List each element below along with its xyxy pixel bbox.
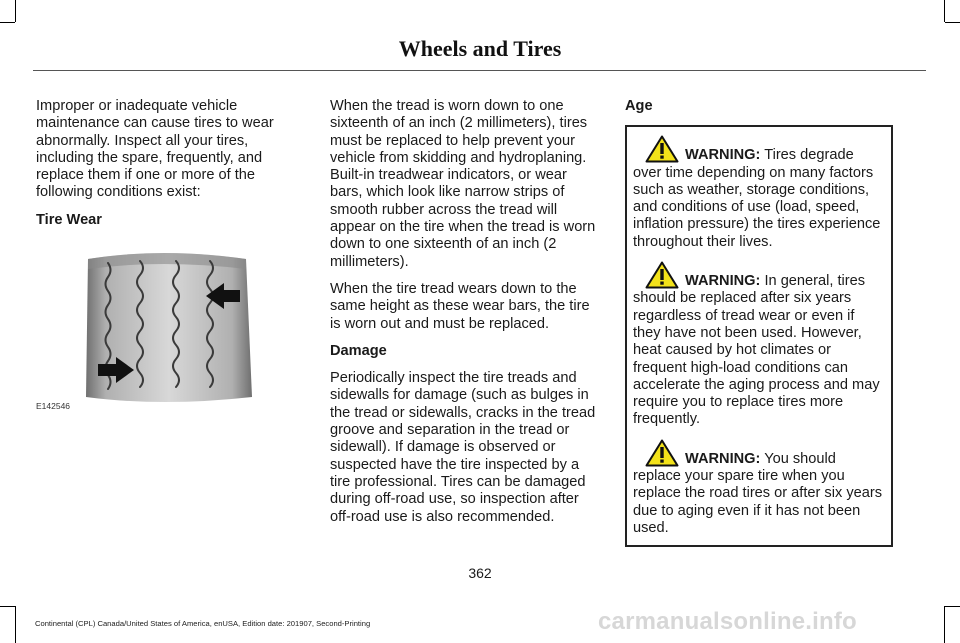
column-left: [36, 98, 292, 415]
warning-text: Tires degrade over time depending on many factors such as weather, storage conditions, and conditions of use (load, speed, inflation pressure) the tires experience throughout their lives.: [633, 147, 881, 250]
intro-paragraph: Improper or inadequate vehicle maintenance can cause tires to wear abnormally. Inspect all your tires, including the spare, frequently, and replace them if one or more of the following conditions exist:: [36, 98, 274, 201]
damage-paragraph: Periodically inspect the tire treads and sidewalls for damage (such as bulges in the tread or sidewalls, cracks in the tread groove and separation in the tread or sidewall). If damage is observed or suspected have the tire inspected by a tire professional. Tires can be damaged during off-road use, so inspection after off-road use is also recommended.: [330, 370, 596, 525]
warning-text: In general, tires should be replaced after six years regardless of tread wear or even if they have not been used. However, heat caused by hot climates or frequent high-load conditions can accelerate the aging process and may require you to replace tires more frequently.: [633, 273, 880, 428]
warning-box: [625, 125, 893, 547]
tire-wear-figure: [36, 239, 256, 415]
damage-heading: Damage: [330, 342, 387, 359]
crop-mark: [0, 22, 15, 23]
page-number: 362: [468, 565, 492, 581]
wear-bar-paragraph: When the tire tread wears down to the same height as these wear bars, the tire is worn out and must be replaced.: [330, 280, 590, 332]
crop-mark: [944, 606, 945, 643]
warning-label: WARNING:: [685, 450, 761, 467]
warning-triangle-icon: [645, 439, 679, 467]
warning-text: You should replace your spare tire when you replace the road tires or after six years due to aging even if it has not been used.: [633, 450, 883, 536]
footer-edition-text: Continental (CPL) Canada/United States of America, enUSA, Edition date: 201907, Second-Printing: [35, 619, 371, 628]
crop-mark: [15, 0, 16, 22]
figure-label: E142546: [36, 400, 71, 411]
crop-mark: [945, 606, 960, 607]
warning-label: WARNING:: [685, 147, 761, 164]
crop-mark: [945, 22, 960, 23]
warning-item: [633, 439, 885, 537]
header-rule: [33, 70, 926, 71]
warning-item: [633, 135, 885, 251]
crop-mark: [0, 606, 15, 607]
warning-label: WARNING:: [685, 273, 761, 290]
column-middle: [330, 98, 602, 536]
age-heading: Age: [625, 98, 653, 114]
warning-triangle-icon: [645, 135, 679, 163]
watermark: carmanualsonline.info: [598, 608, 857, 635]
tire-wear-heading: Tire Wear: [36, 211, 102, 228]
column-right: [625, 98, 893, 547]
warning-item: [633, 261, 885, 429]
crop-mark: [15, 606, 16, 643]
tire-tread-illustration: [36, 239, 256, 415]
tread-paragraph: When the tread is worn down to one sixteenth of an inch (2 millimeters), tires must be replaced to help prevent your vehicle from skidding and hydroplaning. Built-in treadwear indicators, or wear bars, which look like narrow strips of smooth rubber across the tread will appear on the tire when the tread is worn down to one sixteenth of an inch (2 millimeters).: [330, 98, 596, 270]
page-title: Wheels and Tires: [398, 36, 562, 61]
warning-triangle-icon: [645, 261, 679, 289]
crop-mark: [944, 0, 945, 22]
